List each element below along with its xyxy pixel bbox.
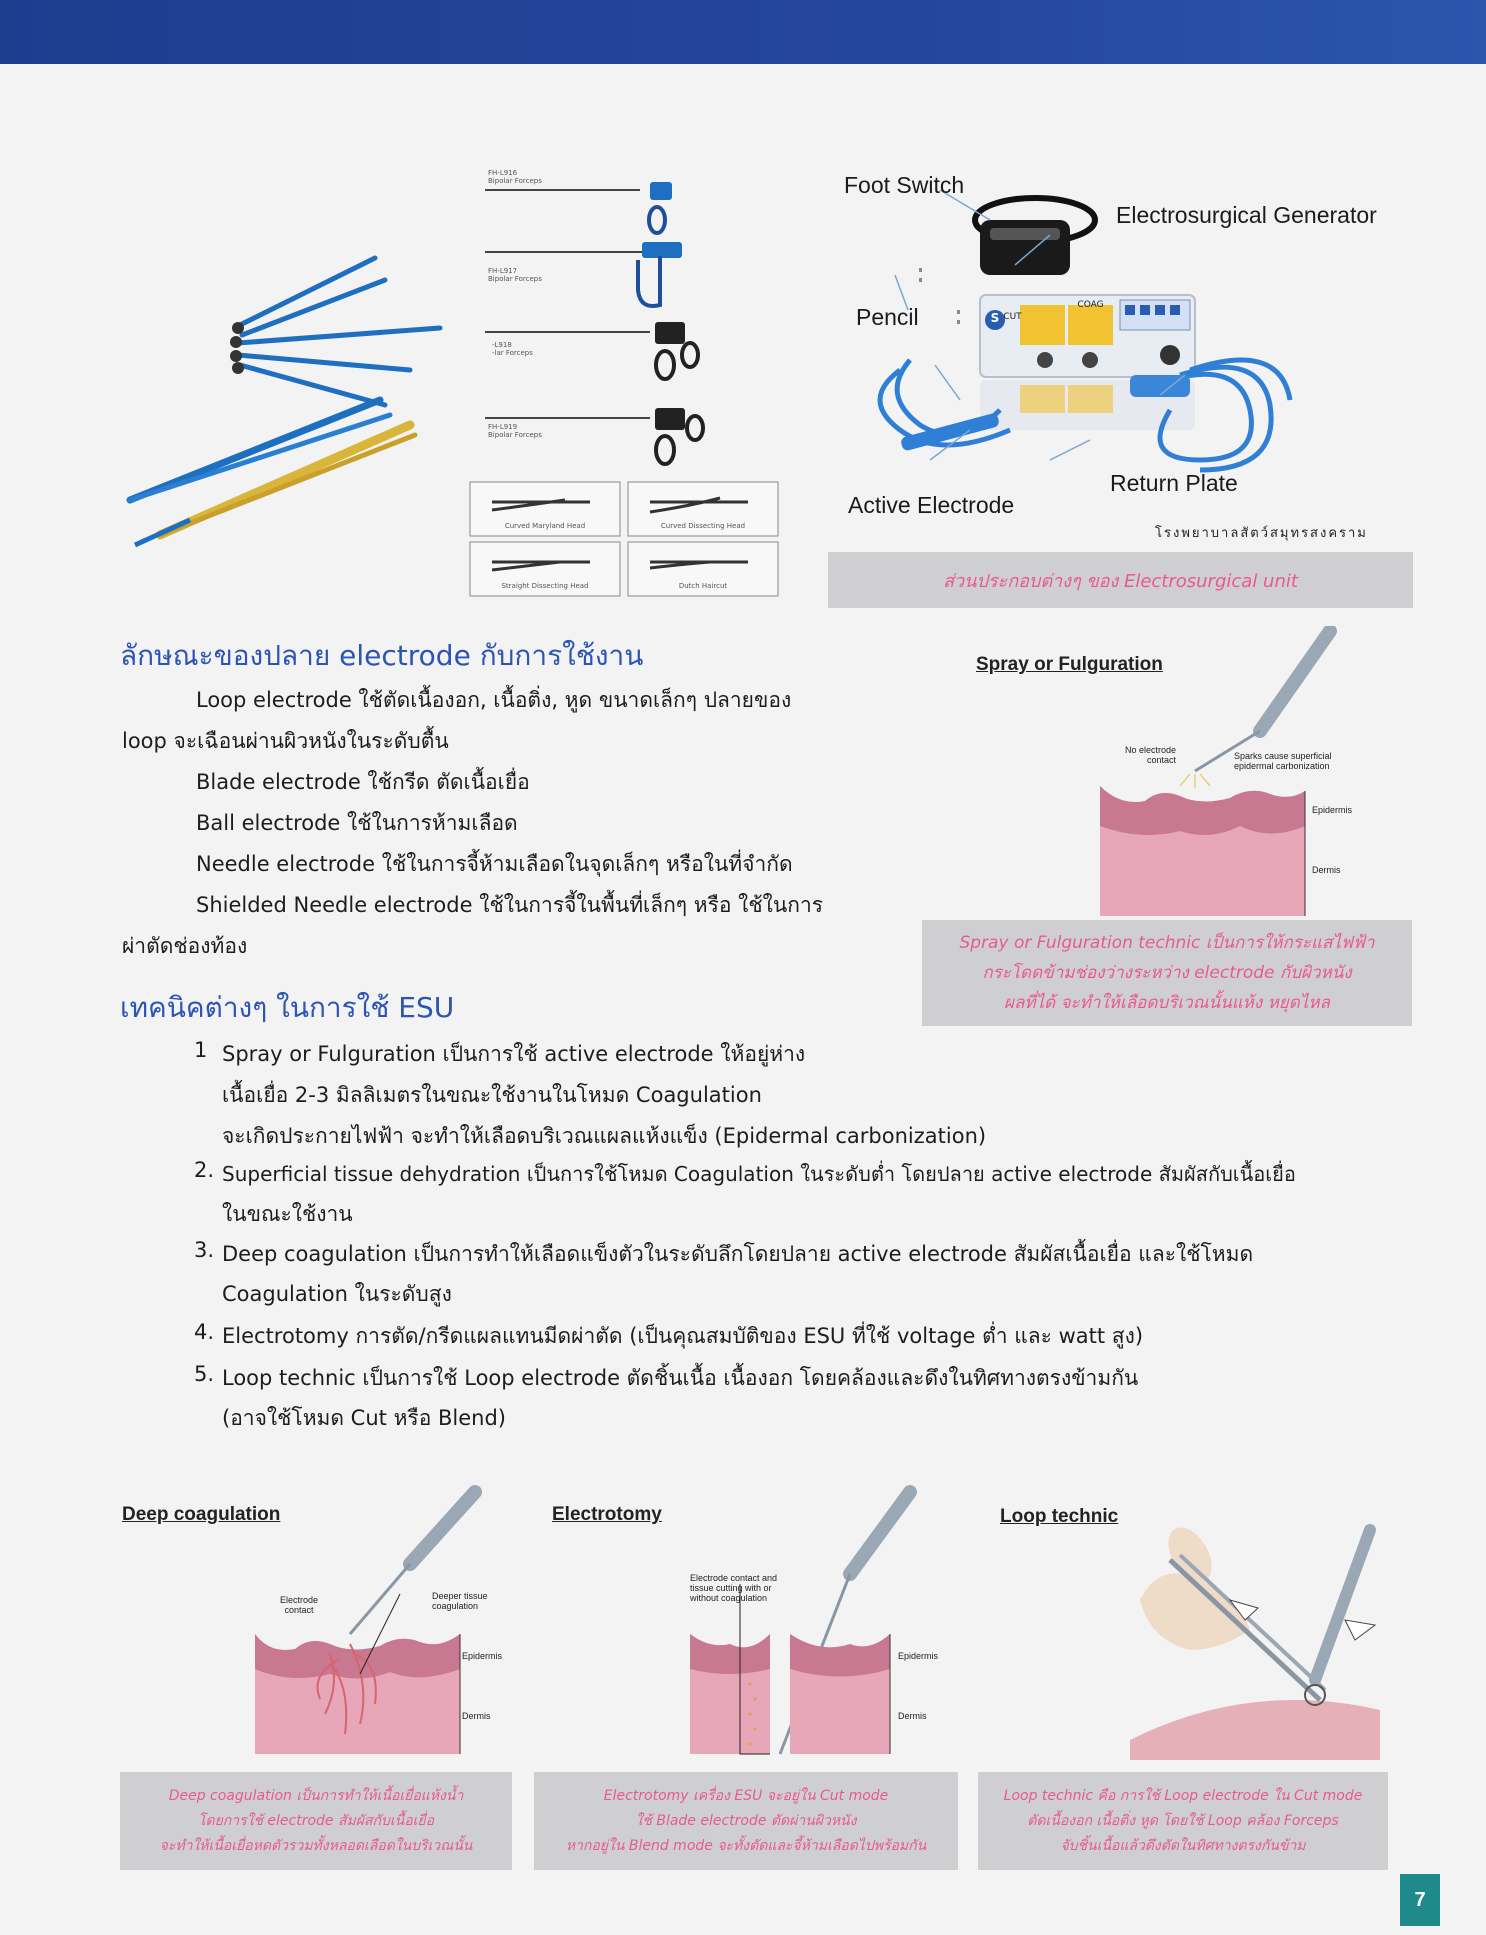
electrotomy-note: Electrode contact and tissue cutting with or without coagulation xyxy=(690,1573,778,1603)
item3-line-2: Coagulation ในระดับสูง xyxy=(222,1282,452,1306)
top-banner xyxy=(0,0,1486,64)
deep-dermis-label: Dermis xyxy=(462,1711,491,1721)
item1-number: 1 xyxy=(194,1038,208,1062)
section1-line-6: Shielded Needle electrode ใช้ในการจี้ในพื้นที่เล็กๆ หรือ ใช้ในการ xyxy=(196,893,824,917)
item2-number: 2. xyxy=(194,1158,215,1182)
item3-number: 3. xyxy=(194,1238,215,1262)
section2-heading: เทคนิคต่างๆ ในการใช้ ESU xyxy=(120,991,455,1024)
page-number: 7 xyxy=(1400,1874,1440,1926)
tip-label-4: FH-L919 Bipolar Forceps xyxy=(488,423,542,439)
head-label-1: Curved Maryland Head xyxy=(504,522,586,530)
hospital-name: โรงพยาบาลสัตว์สมุทรสงคราม xyxy=(1155,526,1368,541)
instruments-illustration xyxy=(120,160,780,600)
tip-label-3: -L918 -lar Forceps xyxy=(492,341,533,357)
item2-line-2: ในขณะใช้งาน xyxy=(222,1202,353,1226)
spray-no-contact-label: No electrode contact xyxy=(1124,745,1176,765)
section1-line-5: Needle electrode ใช้ในการจี้ห้ามเลือดในจุดเล็กๆ หรือในที่จำกัด xyxy=(196,852,793,876)
spray-caption-line-2: กระโดดข้ามช่องว่างระหว่าง electrode กับผิวหนัง xyxy=(982,963,1352,983)
label-generator: Electrosurgical Generator xyxy=(1116,202,1377,228)
deep-electrode-contact-label: Electrode contact xyxy=(279,1595,319,1615)
deep-illustration xyxy=(250,1484,490,1760)
deep-caption-line-3: จะทำให้เนื้อเยื่อหดตัวรวมทั้งหลอดเลือดในบริเวณนั้น xyxy=(159,1837,473,1854)
loop-caption-line-1: Loop technic คือ การใช้ Loop electrode ใน Cut mode xyxy=(1003,1787,1363,1804)
loop-caption-line-3: จับชิ้นเนื้อแล้วดึงตัดในทิศทางตรงกันข้าม xyxy=(1060,1837,1306,1854)
label-active-electrode: Active Electrode xyxy=(848,492,1015,518)
tip-label-2: FH-L917 Bipolar Forceps xyxy=(488,267,542,283)
spray-dermis-label: Dermis xyxy=(1312,865,1341,875)
section1-line-3: Blade electrode ใช้กรีด ตัดเนื้อเยื่อ xyxy=(196,770,530,794)
panel-coag-label: COAG xyxy=(1077,300,1104,310)
item4-line-1: Electrotomy การตัด/กรีดแผลแทนมีดผ่าตัด (เป็นคุณสมบัติของ ESU ที่ใช้ voltage ต่ำ และ watt สูง) xyxy=(222,1324,1144,1348)
loop-figure xyxy=(1130,1500,1380,1760)
electrotomy-dermis-label: Dermis xyxy=(898,1711,927,1721)
label-return-plate: Return Plate xyxy=(1110,470,1238,496)
spray-sparks-label: Sparks cause superficial epidermal carbonization xyxy=(1234,751,1332,771)
loop-caption xyxy=(978,1772,1388,1870)
deep-figure xyxy=(250,1484,490,1760)
electrotomy-caption-line-1: Electrotomy เครื่อง ESU จะอยู่ใน Cut mode xyxy=(603,1787,889,1804)
spray-epidermis-label: Epidermis xyxy=(1312,805,1353,815)
spray-caption-line-1: Spray or Fulguration technic เป็นการให้กระแสไฟฟ้า xyxy=(959,933,1375,953)
deep-caption-line-1: Deep coagulation เป็นการทำให้เนื้อเยื่อแห้งน้ำ xyxy=(168,1787,464,1804)
item4-number: 4. xyxy=(194,1320,215,1344)
spray-figure-title: Spray or Fulguration xyxy=(976,654,1163,675)
electrotomy-illustration xyxy=(690,1484,930,1760)
section1-heading: ลักษณะของปลาย electrode กับการใช้งาน xyxy=(120,639,644,672)
electrotomy-caption xyxy=(534,1772,958,1870)
electrotomy-figure-title: Electrotomy xyxy=(552,1504,662,1525)
deep-caption-line-2: โดยการใช้ electrode สัมผัสกับเนื้อเยื่อ xyxy=(197,1812,435,1829)
electrotomy-caption-line-2: ใช้ Blade electrode ตัดผ่านผิวหนัง xyxy=(635,1812,857,1829)
section1-line-4: Ball electrode ใช้ในการห้ามเลือด xyxy=(196,811,518,835)
label-pencil: Pencil xyxy=(856,304,919,330)
section1-line-1: Loop electrode ใช้ตัดเนื้องอก, เนื้อติ่ง, หูด ขนาดเล็กๆ ปลายของ xyxy=(196,688,792,712)
label-foot-switch: Foot Switch xyxy=(844,172,965,198)
item1-line-1: Spray or Fulguration เป็นการใช้ active electrode ให้อยู่ห่าง xyxy=(222,1042,806,1066)
spray-caption-line-3: ผลที่ได้ จะทำให้เลือดบริเวณนั้นแห้ง หยุดไหล xyxy=(1004,993,1330,1013)
electrotomy-caption-line-3: หากอยู่ใน Blend mode จะทั้งตัดและจี้ห้ามเลือดไปพร้อมกัน xyxy=(565,1837,927,1854)
section1-line-2: loop จะเฉือนผ่านผิวหนังในระดับตื้น xyxy=(122,729,449,753)
spray-caption xyxy=(922,920,1412,1026)
deep-caption xyxy=(120,1772,512,1870)
deep-figure-title: Deep coagulation xyxy=(122,1504,281,1525)
esu-caption: ส่วนประกอบต่างๆ ของ Electrosurgical unit xyxy=(828,552,1413,608)
esu-photo xyxy=(840,160,1420,540)
item5-number: 5. xyxy=(194,1362,215,1386)
item5-line-1: Loop technic เป็นการใช้ Loop electrode ตัดชิ้นเนื้อ เนื้องอก โดยคล้องและดึงในทิศทางตรงข้ามกัน xyxy=(222,1366,1139,1390)
head-label-2: Curved Dissecting Head xyxy=(660,522,746,530)
loop-figure-title: Loop technic xyxy=(1000,1506,1119,1527)
section1-body xyxy=(122,680,902,967)
instruments-photo xyxy=(120,160,780,600)
deep-deeper-label: Deeper tissue coagulation xyxy=(432,1591,488,1611)
deep-epidermis-label: Epidermis xyxy=(462,1651,503,1661)
item3-line-1: Deep coagulation เป็นการทำให้เลือดแข็งตัวในระดับลึกโดยปลาย active electrode สัมผัสเนื้อเยื่อ และใช้โหมด xyxy=(222,1242,1254,1266)
item2-line-1: Superficial tissue dehydration เป็นการใช้โหมด Coagulation ในระดับต่ำ โดยปลาย active electrode สัมผัสกับเนื้อเยื่อ xyxy=(222,1162,1296,1186)
panel-brand-logo: S xyxy=(990,311,1000,325)
head-label-4: Dutch Haircut xyxy=(678,582,728,590)
electrotomy-figure xyxy=(690,1484,930,1760)
electrotomy-epidermis-label: Epidermis xyxy=(898,1651,939,1661)
item1-line-3: จะเกิดประกายไฟฟ้า จะทำให้เลือดบริเวณแผลแห้งแข็ง (Epidermal carbonization) xyxy=(222,1124,987,1148)
tip-label-1: FH-L916 Bipolar Forceps xyxy=(488,169,542,185)
item1-line-2: เนื้อเยื่อ 2-3 มิลลิเมตรในขณะใช้งานในโหมด Coagulation xyxy=(222,1083,762,1107)
panel-cut-label: CUT xyxy=(1003,312,1022,322)
loop-illustration xyxy=(1130,1500,1380,1760)
section1-line-7: ผ่าตัดช่องท้อง xyxy=(122,934,248,958)
item5-line-2: (อาจใช้โหมด Cut หรือ Blend) xyxy=(222,1406,506,1430)
loop-caption-line-2: ตัดเนื้องอก เนื้อติ่ง หูด โดยใช้ Loop คล้อง Forceps xyxy=(1027,1812,1339,1829)
head-label-3: Straight Dissecting Head xyxy=(501,582,589,590)
